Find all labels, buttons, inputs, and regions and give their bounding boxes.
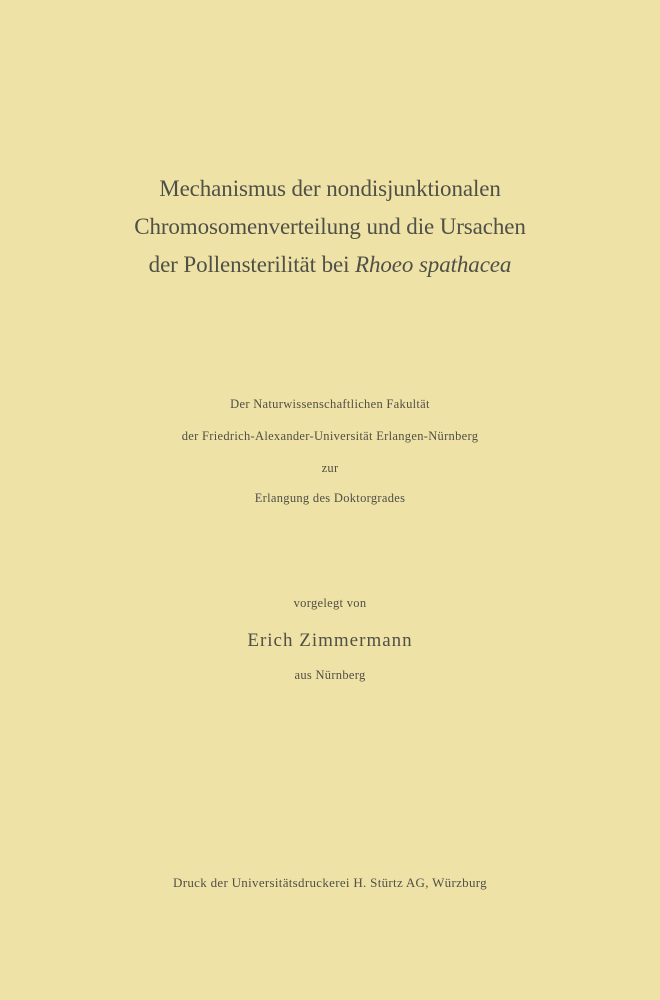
dedication-line-3: zur bbox=[321, 461, 339, 475]
dedication-line-2: der Friedrich-Alexander-Universität Erlangen-Nürnberg bbox=[181, 429, 479, 443]
title-species: Rhoeo spathacea bbox=[355, 252, 512, 277]
title-line-2: Chromosomenverteilung und die Ursachen bbox=[134, 214, 526, 239]
title-line-3-plain: der Pollensterilität bei bbox=[148, 252, 356, 277]
author-origin: aus Nürnberg bbox=[294, 668, 366, 682]
title-line-3 bbox=[0, 252, 660, 278]
author-name: Erich Zimmermann bbox=[247, 630, 413, 651]
presented-by: vorgelegt von bbox=[293, 596, 367, 610]
dedication-line-1: Der Naturwissenschaftlichen Fakultät bbox=[230, 397, 430, 411]
dedication-line-4: Erlangung des Doktorgrades bbox=[254, 491, 406, 505]
printer-imprint: Druck der Universitätsdruckerei H. Stürtz AG, Würzburg bbox=[173, 875, 487, 890]
title-line-1: Mechanismus der nondisjunktionalen bbox=[159, 176, 501, 201]
